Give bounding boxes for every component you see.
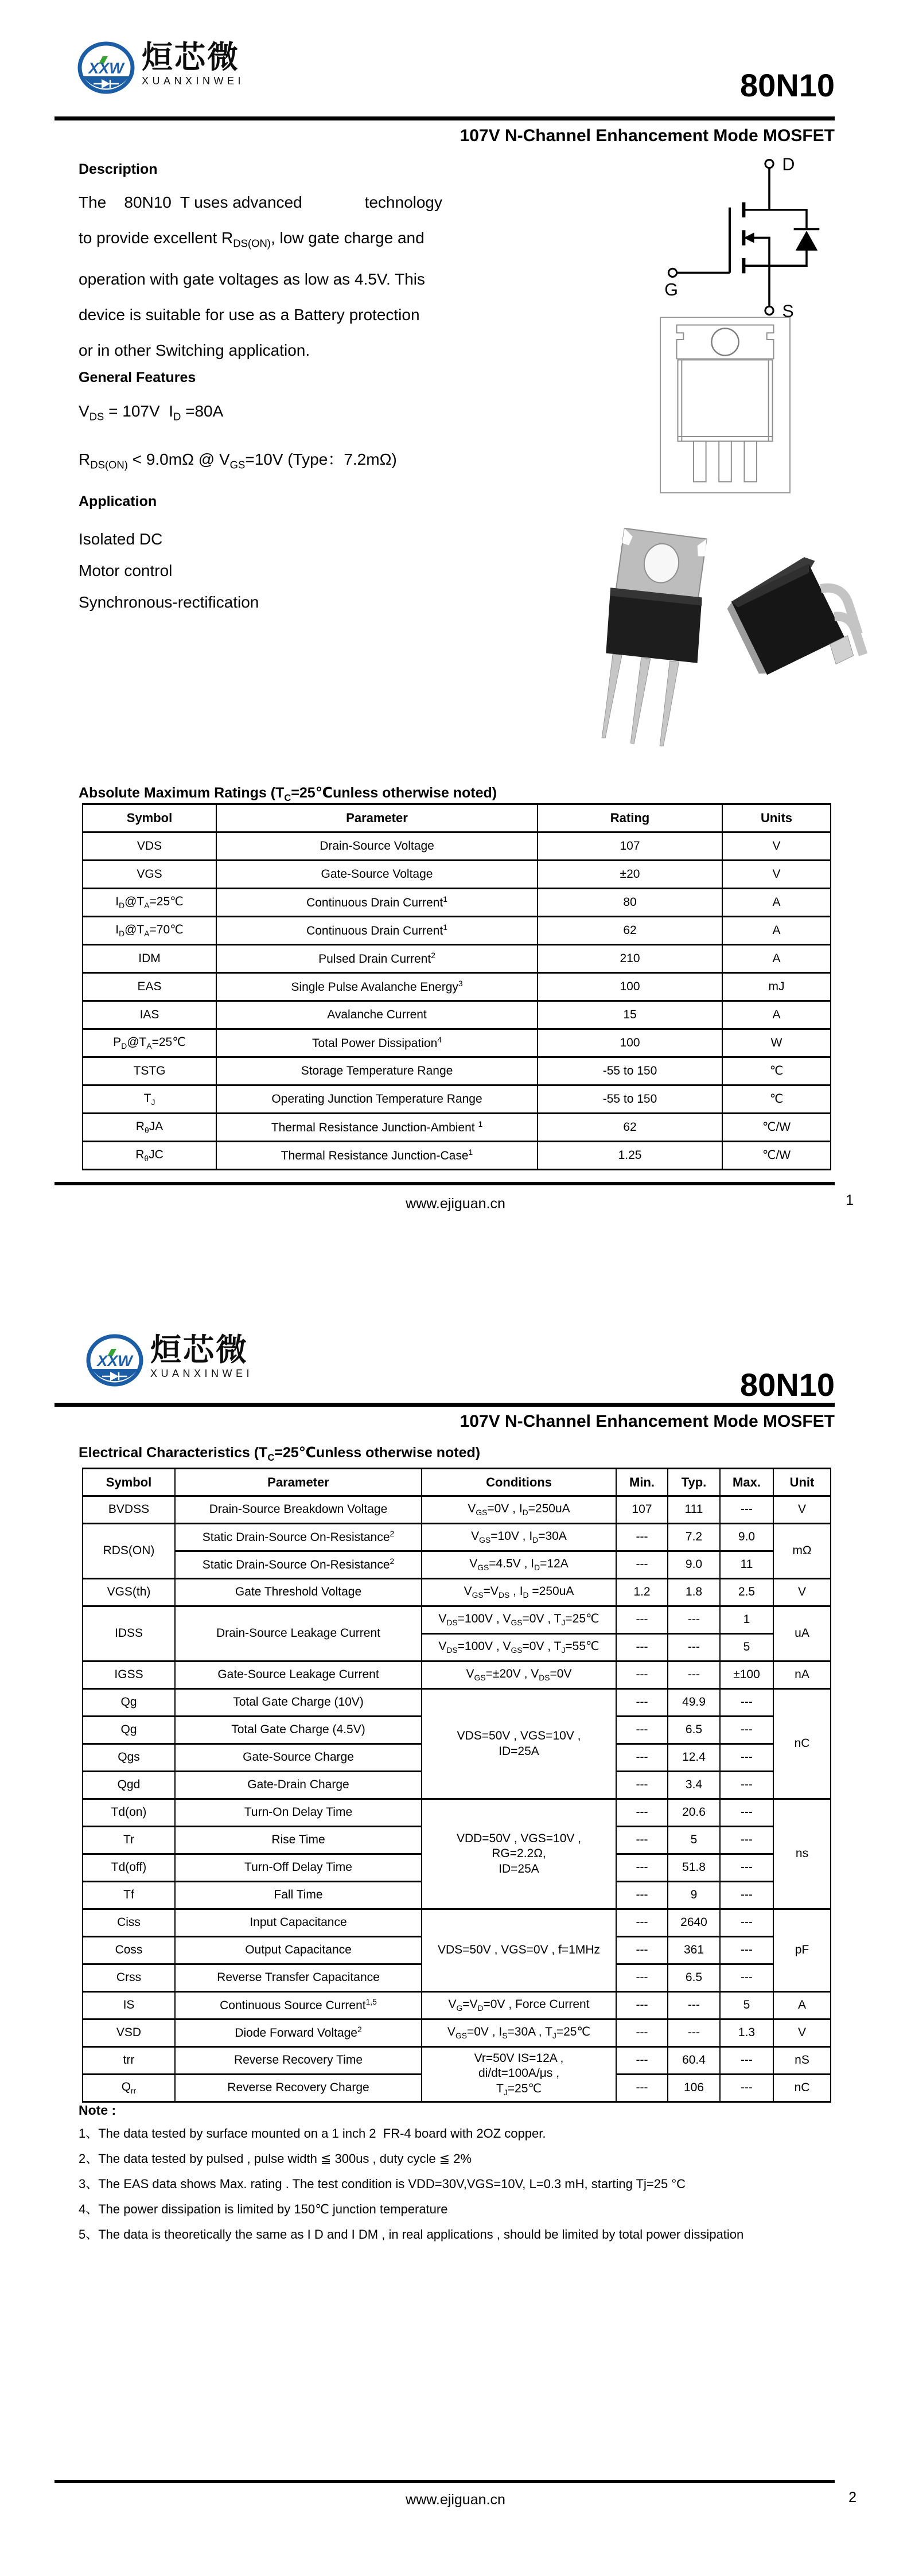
table-cell: --- [720, 1827, 773, 1854]
description-line: operation with gate voltages as low as 4.5V. This [79, 270, 425, 288]
column-header: Parameter [216, 804, 538, 832]
table-cell: Input Capacitance [175, 1909, 422, 1937]
page-number: 1 [846, 1192, 854, 1208]
table-cell: --- [720, 1909, 773, 1937]
table-cell: Reverse Recovery Time [175, 2047, 422, 2075]
table-cell: 2.5 [720, 1579, 773, 1606]
table-cell: VGS(th) [83, 1579, 175, 1606]
table-cell: 6.5 [668, 1964, 720, 1992]
table-cell: --- [616, 1717, 668, 1744]
table-cell: VDS=50V , VGS=10V , ID=25A [422, 1689, 616, 1799]
electrical-characteristics-table [82, 1468, 831, 2103]
table-cell: Gate-Drain Charge [175, 1772, 422, 1799]
table-cell: 107 [616, 1496, 668, 1524]
description-line: device is suitable for use as a Battery protection [79, 305, 420, 324]
abs-max-title: Absolute Maximum Ratings ($T_C=25℃unless$ otherwise noted) [79, 785, 497, 803]
description-line: or in other Switching application. [79, 341, 310, 359]
table-cell: Turn-On Delay Time [175, 1799, 422, 1827]
table-cell: Td(off) [83, 1854, 175, 1882]
table-cell: 15 [538, 1001, 722, 1029]
application-list [79, 523, 492, 618]
to220-package-photo [587, 526, 717, 752]
table-cell: Continuous Drain Current$^1$ [216, 889, 538, 917]
logo-english-name: XUANXINWEI [142, 75, 245, 87]
part-number: 80N10 [739, 1367, 835, 1403]
table-cell: V [773, 1496, 831, 1524]
table-cell: V [773, 2019, 831, 2047]
application-item: Isolated DC [79, 530, 163, 548]
table-cell: --- [616, 1551, 668, 1579]
abs-table-header [83, 804, 831, 832]
table-cell: Td(on) [83, 1799, 175, 1827]
table-cell: ℃/W [722, 1114, 831, 1142]
note-line: 2、The data tested by pulsed , pulse width ≦ 300us , duty cycle ≦ 2% [79, 2151, 472, 2166]
logo-english-name: XUANXINWEI [150, 1367, 254, 1379]
logo-mark-icon [86, 1334, 143, 1388]
table-cell: mJ [722, 973, 831, 1001]
table-cell: --- [720, 1854, 773, 1882]
table-cell: -55 to 150 [538, 1085, 722, 1114]
table-cell: A [722, 1001, 831, 1029]
table-cell: Rise Time [175, 1827, 422, 1854]
table-cell: --- [616, 2047, 668, 2075]
table-cell: $V_{GS}=V_{DS}$ , $I_D =250uA$ [422, 1579, 616, 1606]
table-cell: trr [83, 2047, 175, 2075]
table-cell: 100 [538, 1029, 722, 1057]
table-row [83, 1799, 831, 1827]
table-cell: $T_J$ [83, 1085, 216, 1114]
table-cell: 51.8 [668, 1854, 720, 1882]
logo-monogram: XXW [88, 60, 124, 77]
table-cell: IGSS [83, 1661, 175, 1689]
gate-label: G [664, 279, 678, 299]
logo-text [142, 41, 244, 87]
table-cell: Drain-Source Voltage [216, 832, 538, 861]
device-subtitle: 107V N-Channel Enhancement Mode MOSFET [460, 1412, 835, 1431]
logo-mark-icon [77, 41, 135, 95]
general-features-list [79, 390, 492, 486]
table-row [83, 889, 831, 917]
table-cell: V [722, 861, 831, 889]
table-row [83, 1085, 831, 1114]
ec-table-body [83, 1496, 831, 2102]
table-cell: ±20 [538, 861, 722, 889]
table-cell: Qgs [83, 1744, 175, 1772]
table-cell: nS [773, 2047, 831, 2075]
table-cell: --- [616, 1634, 668, 1661]
table-cell: Gate-Source Voltage [216, 861, 538, 889]
general-features-title: General Features [79, 369, 196, 386]
table-cell: IDM [83, 945, 216, 973]
table-cell: Crss [83, 1964, 175, 1992]
table-cell: 1.8 [668, 1579, 720, 1606]
table-cell: --- [668, 2019, 720, 2047]
table-cell: 100 [538, 973, 722, 1001]
table-cell: $V_{GS}=0V$ , $I_S=30A$ , $T_J=25℃$ [422, 2019, 616, 2047]
feature-line: $R_{DS(ON)} < 9.0m\Omega$ @ $V_{GS}=10V$ (Type：7.2mΩ) [79, 450, 397, 471]
device-subtitle: 107V N-Channel Enhancement Mode MOSFET [460, 126, 835, 145]
table-cell: $I_D@T_A=25℃$ [83, 889, 216, 917]
table-cell: 1.3 [720, 2019, 773, 2047]
table-cell: --- [616, 1854, 668, 1882]
table-cell: 1 [720, 1606, 773, 1634]
table-cell: V [722, 832, 831, 861]
column-header: Max. [720, 1469, 773, 1496]
table-cell: ℃ [722, 1085, 831, 1114]
table-cell: 5 [720, 1992, 773, 2019]
table-cell: Pulsed Drain Current$^2$ [216, 945, 538, 973]
table-cell: VDS [83, 832, 216, 861]
table-cell: 49.9 [668, 1689, 720, 1717]
logo-chinese-name: 烜芯微 [142, 40, 240, 75]
table-cell: TSTG [83, 1057, 216, 1085]
table-cell: A [722, 945, 831, 973]
table-cell: 3.4 [668, 1772, 720, 1799]
table-cell: $V_{GS}=4.5V$ , $I_D=12A$ [422, 1551, 616, 1579]
table-cell: $V_{DS}=100V$ , $V_{GS}=0V$ , $T_J=55℃$ [422, 1634, 616, 1661]
table-cell: $I_D@T_A=70℃$ [83, 917, 216, 945]
mosfet-circuit-symbol [654, 152, 846, 327]
table-cell: IS [83, 1992, 175, 2019]
table-row [83, 1142, 831, 1170]
absolute-maximum-ratings-table [82, 803, 831, 1170]
table-cell: 62 [538, 917, 722, 945]
table-row [83, 1909, 831, 1937]
table-cell: 5 [720, 1634, 773, 1661]
table-cell: Continuous Source Current$^{1,5}$ [175, 1992, 422, 2019]
table-cell: Drain-Source Breakdown Voltage [175, 1496, 422, 1524]
header-rule [54, 1403, 835, 1407]
electrical-characteristics-title: Electrical Characteristics ($T_C=25℃unless$ otherwise noted) [79, 1445, 481, 1463]
table-row [83, 832, 831, 861]
datasheet-page-2 [0, 1288, 911, 2576]
table-cell: nA [773, 1661, 831, 1689]
table-cell: Storage Temperature Range [216, 1057, 538, 1085]
table-cell: nC [773, 2075, 831, 2102]
table-cell: --- [668, 1634, 720, 1661]
description-paragraph [79, 185, 486, 368]
header-rule [54, 116, 835, 120]
application-item: Motor control [79, 562, 173, 579]
package-outline-box [660, 317, 791, 493]
table-cell: --- [720, 1882, 773, 1909]
table-cell: Operating Junction Temperature Range [216, 1085, 538, 1114]
table-cell: IDSS [83, 1606, 175, 1661]
table-cell: $R_\theta JC$ [83, 1142, 216, 1170]
table-cell: RDS(ON) [83, 1524, 175, 1579]
table-cell: --- [616, 1772, 668, 1799]
table-cell: Avalanche Current [216, 1001, 538, 1029]
table-cell: Total Gate Charge (4.5V) [175, 1717, 422, 1744]
footer-rule [54, 1182, 835, 1185]
table-cell: --- [668, 1992, 720, 2019]
table-cell: Continuous Drain Current$^1$ [216, 917, 538, 945]
table-cell: Diode Forward Voltage$^2$ [175, 2019, 422, 2047]
table-cell: --- [616, 2019, 668, 2047]
table-cell: --- [720, 2047, 773, 2075]
table-row [83, 2019, 831, 2047]
table-row [83, 973, 831, 1001]
table-cell: ns [773, 1799, 831, 1909]
logo-text [150, 1334, 253, 1380]
page-number: 2 [848, 2489, 857, 2505]
table-cell: Tf [83, 1882, 175, 1909]
table-cell: A [722, 917, 831, 945]
table-cell: --- [720, 1799, 773, 1827]
table-cell: 11 [720, 1551, 773, 1579]
table-cell: --- [616, 1882, 668, 1909]
table-cell: W [722, 1029, 831, 1057]
to263-package-photo [722, 548, 870, 699]
footer-url[interactable]: www.ejiguan.cn [406, 1196, 505, 1212]
notes-list [79, 2121, 842, 2247]
table-row [83, 1057, 831, 1085]
table-cell: 62 [538, 1114, 722, 1142]
table-cell: 9.0 [668, 1551, 720, 1579]
table-row [83, 1579, 831, 1606]
to220-outline-drawing [661, 318, 789, 492]
footer-url[interactable]: www.ejiguan.cn [406, 2492, 505, 2508]
table-cell: BVDSS [83, 1496, 175, 1524]
note-line: 4、The power dissipation is limited by 150℃ junction temperature [79, 2202, 448, 2216]
table-cell: 9 [668, 1882, 720, 1909]
table-cell: EAS [83, 973, 216, 1001]
table-cell: 106 [668, 2075, 720, 2102]
table-cell: --- [616, 1964, 668, 1992]
table-cell: A [773, 1992, 831, 2019]
description-line: The 80N10 T uses advanced technology [79, 193, 443, 211]
table-cell: $V_{DS}=100V$ , $V_{GS}=0V$ , $T_J=25℃$ [422, 1606, 616, 1634]
table-cell: nC [773, 1689, 831, 1799]
table-cell: -55 to 150 [538, 1057, 722, 1085]
column-header: Symbol [83, 804, 216, 832]
table-cell: Gate-Source Leakage Current [175, 1661, 422, 1689]
table-cell: $R_\theta JA$ [83, 1114, 216, 1142]
table-cell: $V_G=V_D=0V$ , Force Current [422, 1992, 616, 2019]
table-row [83, 1114, 831, 1142]
table-cell: $P_D@T_A=25℃$ [83, 1029, 216, 1057]
table-row [83, 1992, 831, 2019]
table-cell: VSD [83, 2019, 175, 2047]
table-cell: --- [616, 1909, 668, 1937]
table-cell: Fall Time [175, 1882, 422, 1909]
column-header: Conditions [422, 1469, 616, 1496]
table-cell: pF [773, 1909, 831, 1992]
table-cell: --- [616, 1937, 668, 1964]
table-cell: Total Gate Charge (10V) [175, 1689, 422, 1717]
table-row [83, 2047, 831, 2075]
note-line: 1、The data tested by surface mounted on a 1 inch 2 FR-4 board with 2OZ copper. [79, 2126, 546, 2141]
column-header: Rating [538, 804, 722, 832]
table-cell: Total Power Dissipation$^4$ [216, 1029, 538, 1057]
table-cell: --- [720, 1744, 773, 1772]
column-header: Parameter [175, 1469, 422, 1496]
table-row [83, 917, 831, 945]
table-cell: Thermal Resistance Junction-Case$^1$ [216, 1142, 538, 1170]
table-cell: mΩ [773, 1524, 831, 1579]
table-header-row [83, 804, 831, 832]
table-cell: Coss [83, 1937, 175, 1964]
feature-line: $V_{DS} = 107V$ $I_D =80A$ [79, 402, 224, 423]
table-cell: $V_{GS}=10V$ , $I_D=30A$ [422, 1524, 616, 1551]
table-cell: $Q_{rr}$ [83, 2075, 175, 2102]
ec-table-header [83, 1469, 831, 1496]
table-cell: --- [616, 1606, 668, 1634]
table-cell: 80 [538, 889, 722, 917]
table-cell: --- [668, 1606, 720, 1634]
table-cell: IAS [83, 1001, 216, 1029]
table-row [83, 1496, 831, 1524]
table-cell: VDS=50V , VGS=0V , f=1MHz [422, 1909, 616, 1992]
table-cell: 107 [538, 832, 722, 861]
table-cell: 20.6 [668, 1799, 720, 1827]
table-cell: 2640 [668, 1909, 720, 1937]
company-logo [77, 41, 244, 95]
table-cell: ±100 [720, 1661, 773, 1689]
table-cell: --- [720, 2075, 773, 2102]
table-cell: 111 [668, 1496, 720, 1524]
application-item: Synchronous-rectification [79, 593, 259, 611]
table-cell: A [722, 889, 831, 917]
table-cell: Single Pulse Avalanche Energy$^3$ [216, 973, 538, 1001]
table-cell: Qg [83, 1689, 175, 1717]
table-cell: --- [668, 1661, 720, 1689]
table-cell: Static Drain-Source On-Resistance$^2$ [175, 1524, 422, 1551]
table-cell: --- [720, 1717, 773, 1744]
table-cell: --- [720, 1772, 773, 1799]
table-cell: Tr [83, 1827, 175, 1854]
company-logo [86, 1334, 253, 1388]
table-cell: --- [616, 1524, 668, 1551]
table-cell: $V_{GS}=0V$ , $I_D=250uA$ [422, 1496, 616, 1524]
table-row [83, 945, 831, 973]
table-cell: --- [720, 1937, 773, 1964]
table-row [83, 1661, 831, 1689]
table-cell: --- [720, 1496, 773, 1524]
table-cell: 7.2 [668, 1524, 720, 1551]
description-title: Description [79, 161, 158, 177]
description-line: to provide excellent $R_{DS(ON)}$, low gate charge and [79, 229, 425, 250]
table-cell: --- [616, 1744, 668, 1772]
table-cell: ℃ [722, 1057, 831, 1085]
drain-label: D [782, 154, 795, 174]
part-number: 80N10 [739, 67, 835, 103]
logo-chinese-name: 烜芯微 [150, 1333, 248, 1367]
table-cell: 60.4 [668, 2047, 720, 2075]
table-cell: Vr=50V IS=12A , di/dt=100A/μs , $T_J=25℃$ [422, 2047, 616, 2102]
logo-monogram: XXW [97, 1352, 133, 1369]
table-cell: --- [616, 2075, 668, 2102]
note-line: 5、The data is theoretically the same as I D and I DM , in real applications , should be limited by total power dissipation [79, 2227, 744, 2242]
table-cell: --- [616, 1799, 668, 1827]
column-header: Unit [773, 1469, 831, 1496]
table-cell: 1.25 [538, 1142, 722, 1170]
table-header-row [83, 1469, 831, 1496]
table-cell: 361 [668, 1937, 720, 1964]
table-row [83, 1606, 831, 1634]
table-cell: --- [616, 1827, 668, 1854]
table-row [83, 1001, 831, 1029]
table-cell: uA [773, 1606, 831, 1661]
table-cell: Drain-Source Leakage Current [175, 1606, 422, 1661]
table-row [83, 1551, 831, 1579]
table-cell: Reverse Recovery Charge [175, 2075, 422, 2102]
table-cell: Gate Threshold Voltage [175, 1579, 422, 1606]
table-row [83, 861, 831, 889]
table-cell: --- [616, 1992, 668, 2019]
table-cell: VGS [83, 861, 216, 889]
abs-table-body [83, 832, 831, 1170]
table-cell: --- [720, 1964, 773, 1992]
table-cell: Qg [83, 1717, 175, 1744]
column-header: Units [722, 804, 831, 832]
table-cell: $V_{GS}=\pm 20V$ , $V_{DS}=0V$ [422, 1661, 616, 1689]
table-cell: 12.4 [668, 1744, 720, 1772]
note-line: 3、The EAS data shows Max. rating . The test condition is VDD=30V,VGS=10V, L=0.3 mH, starting Tj=25 °C [79, 2177, 686, 2191]
source-label: S [782, 301, 794, 321]
package-photos [558, 515, 870, 764]
table-cell: Thermal Resistance Junction-Ambient $^1$ [216, 1114, 538, 1142]
table-cell: Qgd [83, 1772, 175, 1799]
table-cell: V [773, 1579, 831, 1606]
application-title: Application [79, 493, 157, 509]
table-cell: 5 [668, 1827, 720, 1854]
column-header: Symbol [83, 1469, 175, 1496]
table-cell: Reverse Transfer Capacitance [175, 1964, 422, 1992]
column-header: Typ. [668, 1469, 720, 1496]
table-row [83, 1029, 831, 1057]
table-cell: --- [720, 1689, 773, 1717]
table-row [83, 1689, 831, 1717]
table-cell: 210 [538, 945, 722, 973]
table-cell: 1.2 [616, 1579, 668, 1606]
table-cell: ℃/W [722, 1142, 831, 1170]
table-row [83, 1524, 831, 1551]
table-cell: Static Drain-Source On-Resistance$^2$ [175, 1551, 422, 1579]
column-header: Min. [616, 1469, 668, 1496]
table-cell: Ciss [83, 1909, 175, 1937]
table-cell: Turn-Off Delay Time [175, 1854, 422, 1882]
footer-rule [54, 2480, 835, 2483]
table-cell: Gate-Source Charge [175, 1744, 422, 1772]
notes-title: Note : [79, 2103, 116, 2118]
table-cell: Output Capacitance [175, 1937, 422, 1964]
table-cell: 9.0 [720, 1524, 773, 1551]
table-cell: --- [616, 1689, 668, 1717]
table-cell: --- [616, 1661, 668, 1689]
table-cell: 6.5 [668, 1717, 720, 1744]
table-cell: VDD=50V , VGS=10V , RG=2.2Ω, ID=25A [422, 1799, 616, 1909]
